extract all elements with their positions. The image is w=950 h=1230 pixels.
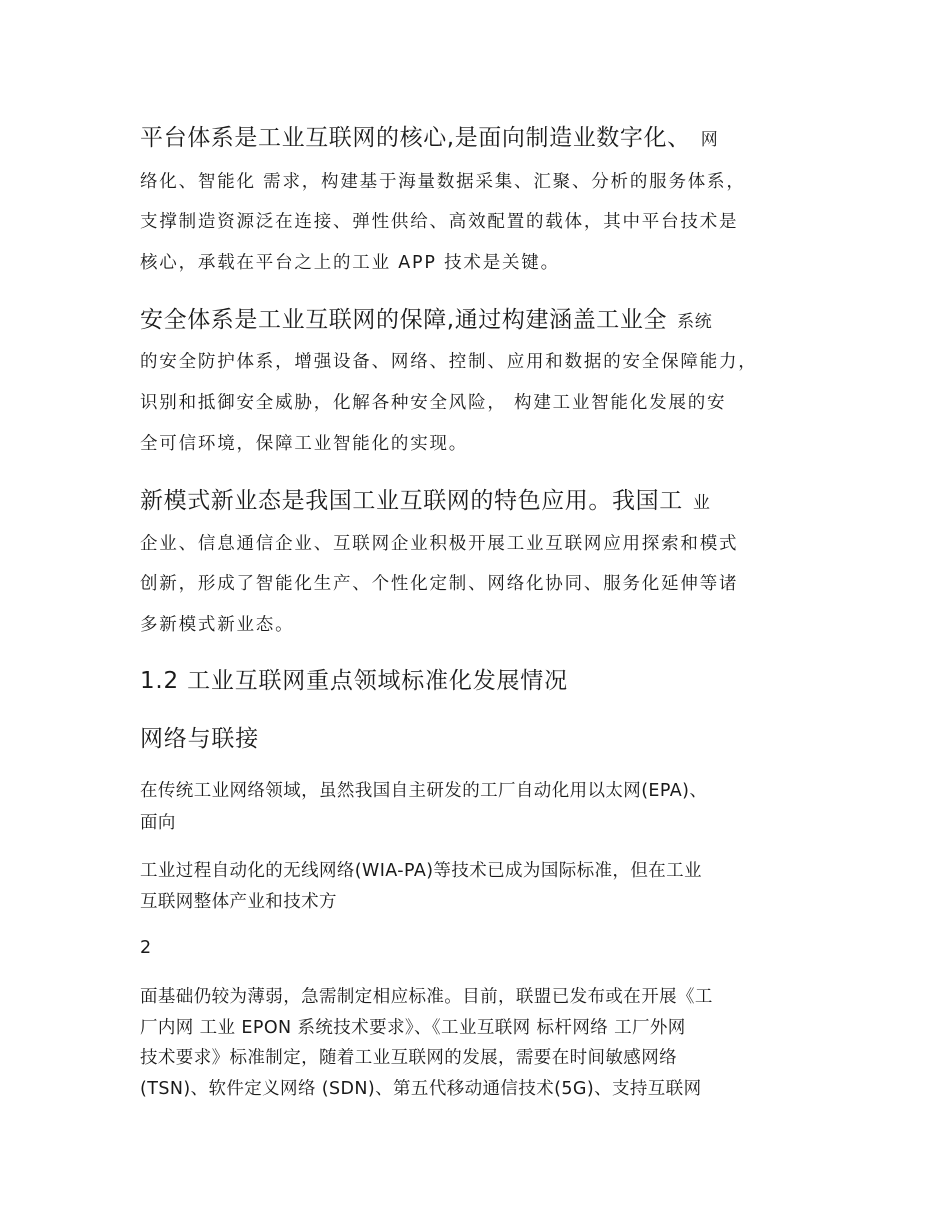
- paragraph-2-line-2: 识别和抵御安全威胁，化解各种安全风险， 构建工业智能化发展的安: [140, 393, 727, 413]
- section-heading: 1.2 工业互联网重点领域标准化发展情况: [140, 668, 568, 694]
- page-number: 2: [140, 938, 152, 958]
- continuation-line-4: (TSN)、软件定义网络 (SDN)、第五代移动通信技术(5G)、支持互联网: [140, 1079, 702, 1099]
- paragraph-2-lead-tail: 系统: [677, 312, 713, 332]
- paragraph-3-line-2: 创新，形成了智能化生产、个性化定制、网络化协同、服务化延伸等诸: [140, 574, 739, 594]
- paragraph-1-lead-tail: 网: [700, 130, 719, 150]
- subsection-heading: 网络与联接: [140, 726, 259, 752]
- network-text-line-4: 互联网整体产业和技术方: [140, 892, 337, 912]
- paragraph-1-line-3: 核心，承载在平台之上的工业 APP 技术是关键。: [140, 253, 560, 273]
- paragraph-3-line-1: 企业、信息通信企业、互联网企业积极开展工业互联网应用探索和模式: [140, 534, 739, 554]
- paragraph-2-lead: [140, 309, 712, 332]
- paragraph-1-line-1: 络化、智能化 需求，构建基于海量数据采集、汇聚、分析的服务体系，: [140, 172, 746, 192]
- network-text-line-3: 工业过程自动化的无线网络(WIA-PA)等技术已成为国际标准，但在工业: [140, 861, 702, 881]
- continuation-line-2: 厂内网 工业 EPON 系统技术要求》、《工业互联网 标杆网络 工厂外网: [140, 1018, 686, 1038]
- paragraph-1-line-2: 支撑制造资源泛在连接、弹性供给、高效配置的载体，其中平台技术是: [140, 212, 739, 232]
- network-text-line-2: 面向: [140, 813, 176, 833]
- paragraph-2-line-1: 的安全防护体系，增强设备、网络、控制、应用和数据的安全保障能力，: [140, 352, 758, 372]
- paragraph-2-lead-main: 安全体系是工业互联网的保障,通过构建涵盖工业全: [140, 307, 668, 333]
- network-text-line-1: 在传统工业网络领域，虽然我国自主研发的工厂自动化用以太网(EPA)、: [140, 781, 708, 801]
- paragraph-3-lead-tail: 业: [692, 493, 711, 513]
- paragraph-3-lead-main: 新模式新业态是我国工业互联网的特色应用。我国工: [140, 488, 683, 514]
- continuation-line-3: 技术要求》标准制定，随着工业互联网的发展，需要在时间敏感网络: [140, 1048, 677, 1068]
- paragraph-1-lead-main: 平台体系是工业互联网的核心,是面向制造业数字化、: [140, 125, 691, 151]
- paragraph-3-line-3: 多新模式新业态。: [140, 615, 295, 635]
- paragraph-3-lead: [140, 490, 710, 513]
- paragraph-2-line-3: 全可信环境，保障工业智能化的实现。: [140, 434, 469, 454]
- paragraph-1-lead: [140, 127, 718, 150]
- continuation-line-1: 面基础仍较为薄弱，急需制定相应标准。目前，联盟已发布或在开展《工: [140, 987, 713, 1007]
